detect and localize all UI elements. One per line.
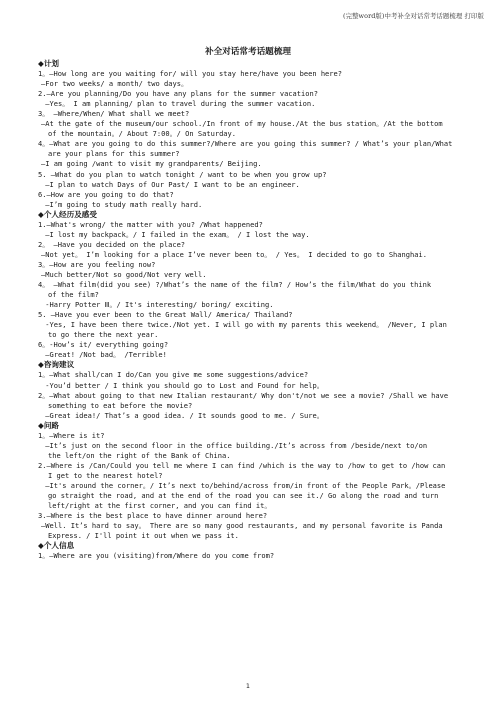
text-line: the left/on the right of the Bank of China. (48, 450, 231, 460)
text-line: are your plans for this summer? (48, 149, 180, 159)
text-line: —Great! /Not bad。 /Terrible! (41, 350, 167, 360)
section-heading: ◆个人经历及感受 (38, 209, 97, 219)
page-number: 1 (245, 682, 251, 690)
text-line: 6。-How’s it/ everything going? (38, 340, 169, 350)
text-line: —I’m going to study math really hard. (41, 199, 203, 209)
section-heading: ◆问路 (38, 420, 60, 430)
section-heading: ◆个人信息 (38, 541, 75, 551)
page-header: (完整word版)中考补全对话常考话题梳理 打印版 (342, 12, 484, 20)
text-line: go straight the road, and at the end of the road you can see it./ Go along the road and turn (48, 491, 439, 501)
text-line: —At the gate of the museum/our school./In front of my house./At the bus station。/At the bottom (41, 119, 443, 129)
text-line: —It's around the corner。/ It’s next to/behind/across from/in front of the People Park。/Please (41, 480, 446, 490)
text-line: 4。 —What film(did you see) ?/What’s the name of the film? / How’s the film/What do you think (38, 280, 432, 290)
text-line: 3。 —Where/When/ What shall we meet? (38, 109, 190, 119)
text-line: of the film? (48, 290, 99, 300)
text-line: —Much better/Not so good/Not very well. (41, 269, 207, 279)
text-line: —Yes。 I am planning/ plan to travel during the summer vacation. (41, 99, 316, 109)
text-line: 1.—What's wrong/ the matter with you? /What happened? (38, 219, 263, 229)
text-line: 1。—Where are you (visiting)from/Where do you come from? (38, 551, 275, 561)
text-line: 3.—Where is the best place to have dinner around here? (38, 511, 268, 521)
text-line: to go there the next year. (48, 330, 159, 340)
text-line: Express. / I'll point it out when we pass it. (48, 531, 239, 541)
text-line: -Harry Potter Ⅲ。/ It's interesting/ boring/ exciting. (41, 300, 274, 310)
text-line: —Not yet。 I’m looking for a place I’ve never been to。 / Yes。 I decided to go to Shanghai. (41, 249, 428, 259)
text-line: something to eat before the movie? (48, 400, 193, 410)
text-line: 2.—Where is /Can/Could you tell me where I can find /which is the way to /how to get to /how can (38, 460, 446, 470)
text-line: -You’d better / I think you should go to Lost and Found for help。 (41, 380, 324, 390)
text-line: —I lost my backpack。/ I failed in the exam。 / I lost the way. (41, 229, 310, 239)
text-line: 2。—What about going to that new Italian restaurant/ Why don't/not we see a movie? /Shall we have (38, 390, 449, 400)
document-body (38, 59, 476, 561)
text-line: 5. —What do you plan to watch tonight / want to be when you grow up? (38, 169, 327, 179)
text-line: —I am going /want to visit my grandparents/ Beijing. (41, 159, 262, 169)
text-line: 2。 —Have you decided on the place? (38, 239, 186, 249)
section-heading: ◆咨询建议 (38, 360, 75, 370)
page-title: 补全对话常考话题梳理 (205, 47, 291, 57)
text-line: 4。—What are you going to do this summer?/Where are you going this summer? / What’s your plan/What (38, 139, 453, 149)
text-line: —It’s just on the second floor in the office building./It’s across from /beside/next to/on (41, 440, 428, 450)
text-line: 3。—How are you feeling now? (38, 259, 156, 269)
text-line: 1。—How long are you waiting for/ will you stay here/have you been here? (38, 69, 343, 79)
text-line: 6.—How are you going to do that? (38, 189, 174, 199)
text-line: —Well. It’s hard to say。 There are so many good restaurants, and my personal favorite is Panda (41, 521, 443, 531)
text-line: 1。—What shall/can I do/Can you give me some suggestions/advice? (38, 370, 309, 380)
text-line: —Great idea!/ That’s a good idea. / It sounds good to me. / Sure。 (41, 410, 324, 420)
text-line: —I plan to watch Days of Our Past/ I want to be an engineer. (41, 179, 300, 189)
text-line: 2.—Are you planning/Do you have any plans for the summer vacation? (38, 89, 319, 99)
section-heading: ◆计划 (38, 59, 60, 68)
text-line: 1。—Where is it? (38, 430, 105, 440)
text-line: 5. —Have you ever been to the Great Wall/ America/ Thailand? (38, 310, 293, 320)
text-line: of the mountain。/ About 7:00。/ On Saturday. (48, 129, 237, 139)
text-line: -Yes, I have been there twice./Not yet. I will go with my parents this weekend。 /Never, I plan (41, 320, 447, 330)
text-line: —For two weeks/ a month/ two days。 (41, 79, 189, 89)
text-line: left/right at the first corner, and you can find it。 (48, 501, 272, 511)
text-line: I get to the nearest hotel? (48, 470, 163, 480)
